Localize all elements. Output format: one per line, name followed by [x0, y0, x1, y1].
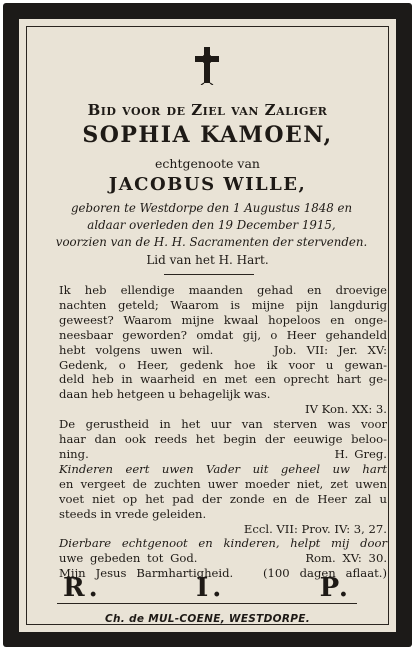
spouse-label: echtgenoote van — [155, 156, 260, 171]
text-line: geweest? Waarom mijne kwaal hopeloos en onge- — [59, 312, 387, 327]
birth-line: geboren te Westdorpe den 1 Augustus 1848 en — [70, 201, 353, 215]
prayer-text — [59, 283, 387, 581]
text-line: Kinderen eert uwen Vader uit geheel uw hart — [59, 461, 387, 476]
text-line: Gedenk, o Heer, gedenk hoe ik voor u gewan- — [59, 357, 387, 372]
text-line: steeds in vrede geleiden. — [59, 506, 207, 521]
text-line: nachten geteld; Waarom is mijne pijn langdurig — [59, 297, 387, 312]
text-line: ning. H. Greg. — [59, 446, 387, 461]
spouse-name: JACOBUS WILLE, — [108, 174, 307, 195]
reference-line: IV Kon. XX: 3. — [305, 402, 387, 417]
cross-icon — [193, 45, 221, 85]
death-line: aldaar overleden den 19 December 1915, — [87, 218, 336, 232]
divider-top — [164, 274, 254, 275]
text-line: De gerustheid in het uur van sterven was voor — [59, 417, 387, 432]
sacraments-line: voorzien van de H. H. Sacramenten der stervenden. — [55, 235, 368, 249]
text-line: deld heb in waarheid en met een oprecht hart ge- — [59, 372, 387, 387]
text-line: Ik heb ellendige maanden gehad en droevige — [59, 283, 387, 297]
rip-letter: P. — [319, 573, 352, 603]
rip-letter: I. — [196, 573, 226, 603]
text-line: voet niet op het pad der zonde en de Heer zal u — [59, 491, 387, 506]
text-line: hebt volgens uwen wil. Job. VII: Jer. XV: — [59, 342, 387, 357]
divider-bottom — [57, 603, 357, 604]
memorial-card-border — [3, 3, 412, 647]
rip-letter: R. — [63, 573, 102, 603]
text-line: haar dan ook reeds het begin der eeuwige beloo- — [59, 432, 387, 447]
membership-line: Lid van het H. Hart. — [146, 253, 269, 267]
text-line: daan heb hetgeen u behagelijk was. — [59, 387, 271, 402]
text-line: neesbaar geworden? omdat gij, o Heer gehandeld — [59, 327, 387, 342]
text-line: Mijn Jesus Barmhartigheid. (100 dagen aflaat.) — [59, 566, 387, 581]
text-line: uwe gebeden tot God. Rom. XV: 30. — [59, 551, 387, 566]
reference-line: Eccl. VII: Prov. IV: 3, 27. — [243, 521, 387, 536]
text-line: Dierbare echtgenoot en kinderen, helpt mij door — [59, 536, 387, 551]
deceased-name: SOPHIA KAMOEN, — [82, 122, 333, 148]
memorial-card-paper — [19, 19, 396, 632]
rip-inscription — [63, 573, 352, 603]
prayer-heading: Bid voor de Ziel van Zaliger — [87, 101, 328, 119]
text-line: en vergeet de zuchten uwer moeder niet, zet uwen — [59, 476, 387, 491]
printer-credit: Ch. de MUL-COENE, WESTDORPE. — [104, 613, 310, 625]
